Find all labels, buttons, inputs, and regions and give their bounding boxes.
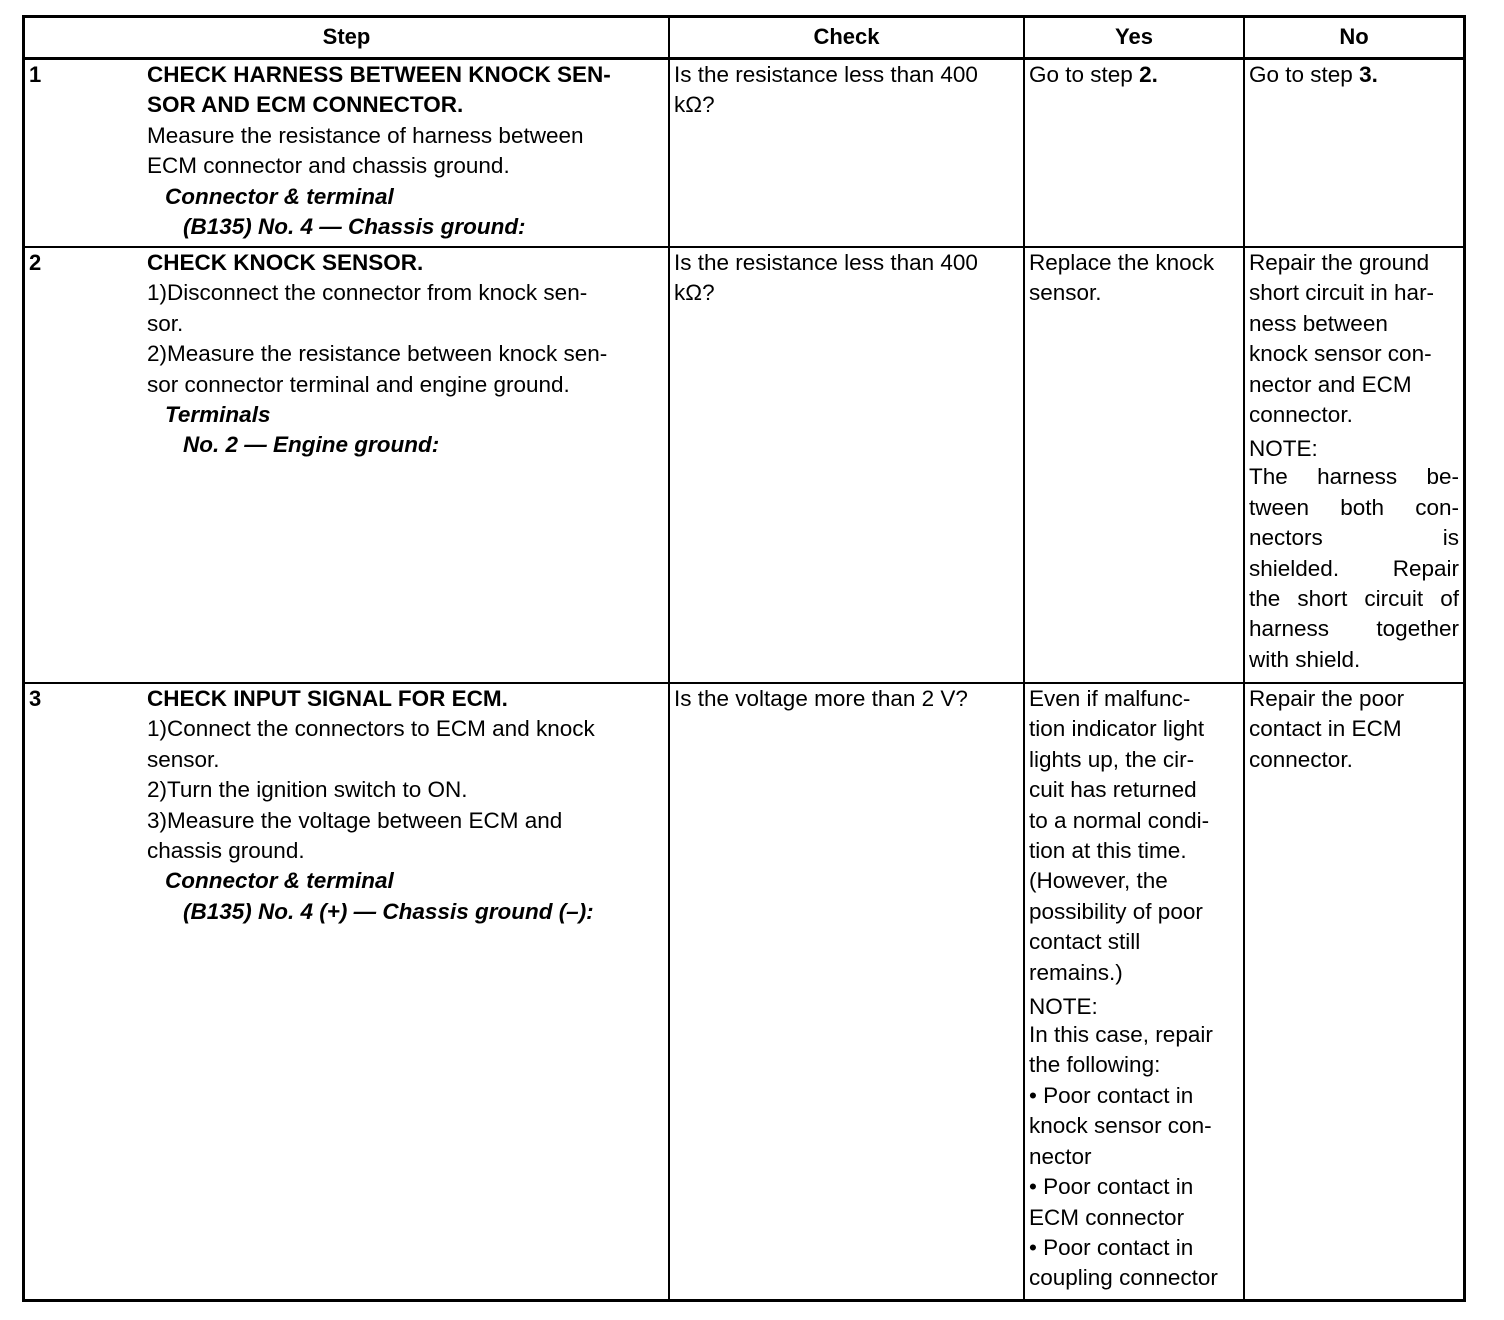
column-divider: [1243, 18, 1245, 1299]
bullet-item: • Poor contact in: [1029, 1082, 1194, 1108]
step-body-line: 2)Turn the ignition switch to ON.: [147, 777, 468, 803]
column-divider: [668, 18, 670, 1299]
step-title: CHECK KNOCK SENSOR.: [147, 250, 424, 275]
step-body-line: 2)Measure the resistance between knock sen-: [147, 341, 608, 367]
yes-step-ref: 2.: [1139, 62, 1158, 87]
no-cell: [1249, 248, 1459, 675]
bullet-item: • Poor contact in: [1029, 1234, 1194, 1260]
note-line: shielded. Repair: [1249, 555, 1459, 581]
header-step: Step: [322, 24, 371, 49]
header-check: Check: [813, 24, 880, 49]
yes-cell: [1029, 684, 1241, 1294]
condition-label: Connector & terminal: [165, 183, 394, 209]
step-title: CHECK INPUT SIGNAL FOR ECM.: [147, 686, 508, 711]
check-line: Is the resistance less than 400: [674, 250, 978, 275]
no-line: Repair the ground: [1249, 250, 1430, 275]
yes-line: Replace the knock: [1029, 250, 1215, 275]
condition-label: Terminals: [165, 402, 271, 428]
step-content: [147, 684, 665, 927]
yes-line: tion at this time.: [1029, 838, 1187, 864]
bullet-item: • Poor contact in: [1029, 1174, 1194, 1200]
note-line: with shield.: [1249, 646, 1361, 672]
header-no: No: [1339, 24, 1369, 49]
no-line: connector.: [1249, 402, 1353, 428]
step-number: 3: [29, 686, 42, 711]
yes-line: remains.): [1029, 959, 1123, 985]
note-line: nectors is: [1249, 525, 1459, 551]
note-line: ECM connector: [1029, 1204, 1185, 1230]
no-line: knock sensor con-: [1249, 341, 1432, 367]
note-label: NOTE:: [1029, 994, 1098, 1020]
step-number: 2: [29, 250, 42, 275]
check-line: kΩ?: [674, 92, 715, 118]
yes-line: sensor.: [1029, 280, 1102, 306]
no-step-ref: 3.: [1359, 62, 1378, 87]
step-body-line: 1)Disconnect the connector from knock sen-: [147, 280, 588, 306]
step-body-line: 1)Connect the connectors to ECM and knock: [147, 716, 595, 742]
no-line: Repair the poor: [1249, 686, 1405, 711]
note-line: the following:: [1029, 1052, 1161, 1078]
note-line: coupling connector: [1029, 1265, 1218, 1291]
step-number: 1: [29, 62, 42, 87]
check-line: kΩ?: [674, 280, 715, 306]
note-line: knock sensor con-: [1029, 1113, 1212, 1139]
step-title-line: CHECK HARNESS BETWEEN KNOCK SEN-: [147, 62, 611, 87]
step-body-line: ECM connector and chassis ground.: [147, 153, 510, 179]
check-line: Is the voltage more than 2 V?: [674, 686, 968, 711]
note-line: tween both con-: [1249, 494, 1459, 520]
note-label: NOTE:: [1249, 436, 1318, 462]
check-cell: [674, 248, 1019, 309]
no-line: short circuit in har-: [1249, 280, 1435, 306]
check-cell: [674, 60, 1019, 121]
yes-text: Go to step: [1029, 62, 1140, 87]
yes-line: contact still: [1029, 929, 1141, 955]
no-text: Go to step: [1249, 62, 1360, 87]
yes-line: tion indicator light: [1029, 716, 1205, 742]
yes-line: Even if malfunc-: [1029, 686, 1191, 711]
note-line: harness together: [1249, 616, 1459, 642]
condition-value: (B135) No. 4 — Chassis ground:: [183, 214, 526, 240]
no-line: connector.: [1249, 746, 1353, 772]
note-line: The harness be-: [1249, 464, 1459, 490]
no-line: contact in ECM: [1249, 716, 1402, 742]
no-cell: [1249, 684, 1461, 775]
no-cell: [1249, 60, 1461, 90]
step-body-line: Measure the resistance of harness between: [147, 122, 584, 148]
condition-label: Connector & terminal: [165, 868, 394, 894]
yes-line: cuit has returned: [1029, 777, 1197, 803]
step-body-line: sor connector terminal and engine ground.: [147, 371, 570, 397]
column-divider: [1023, 18, 1025, 1299]
step-body-line: 3)Measure the voltage between ECM and: [147, 807, 563, 833]
condition-value: (B135) No. 4 (+) — Chassis ground (–):: [183, 898, 594, 924]
note-line: In this case, repair: [1029, 1022, 1213, 1048]
yes-cell: [1029, 248, 1241, 309]
step-content: [147, 248, 665, 461]
step-content: [147, 60, 665, 242]
step-body-line: chassis ground.: [147, 838, 305, 864]
yes-line: (However, the: [1029, 868, 1168, 894]
header-yes: Yes: [1115, 24, 1153, 49]
step-body-line: sor.: [147, 310, 184, 336]
no-line: nector and ECM: [1249, 371, 1412, 397]
no-line: ness between: [1249, 310, 1388, 336]
yes-line: possibility of poor: [1029, 898, 1203, 924]
check-line: Is the resistance less than 400: [674, 62, 978, 87]
note-line: nector: [1029, 1143, 1092, 1169]
step-title-line: SOR AND ECM CONNECTOR.: [147, 92, 464, 118]
yes-line: lights up, the cir-: [1029, 746, 1195, 772]
step-title: [147, 60, 665, 121]
condition-value: No. 2 — Engine ground:: [183, 432, 440, 458]
step-body-line: sensor.: [147, 746, 220, 772]
yes-line: to a normal condi-: [1029, 807, 1210, 833]
troubleshooting-table: [22, 15, 1466, 1302]
check-cell: [674, 684, 1019, 714]
yes-cell: [1029, 60, 1241, 90]
note-line: the short circuit of: [1249, 586, 1459, 612]
